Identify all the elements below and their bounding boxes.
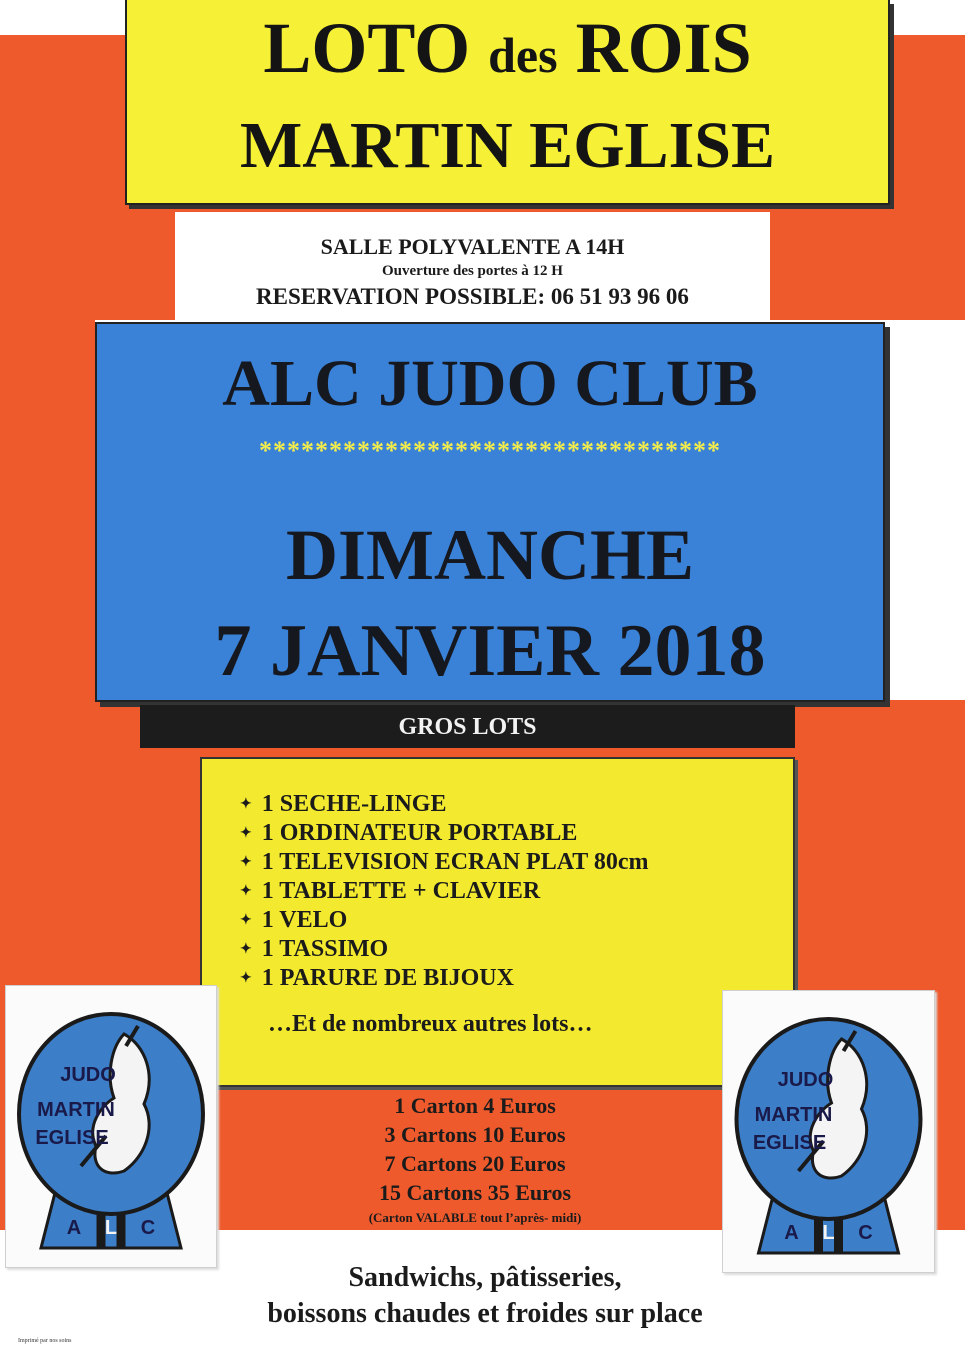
title-rois: ROIS <box>575 8 752 88</box>
prizes-box <box>200 757 795 1087</box>
prize-item <box>240 791 446 818</box>
logo-word-judo: JUDO <box>777 1069 834 1091</box>
prize-label: 1 TELEVISION ECRAN PLAT 80cm <box>261 849 649 875</box>
price-line: 7 Cartons 20 Euros <box>384 1151 566 1176</box>
bullet-icon: ✦ <box>240 884 252 899</box>
prize-label: 1 SECHE-LINGE <box>261 791 447 817</box>
prizes-heading: GROS LOTS <box>140 705 795 748</box>
prize-label: 1 PARURE DE BIJOUX <box>261 965 514 991</box>
prize-item <box>240 878 540 905</box>
venue-info <box>175 212 770 320</box>
judo-club-emblem-icon <box>6 986 218 1269</box>
star-divider: ********************************* <box>259 436 721 465</box>
logo-word-martin: MARTIN <box>754 1104 833 1126</box>
event-date: 7 JANVIER 2018 <box>214 610 766 692</box>
title-loto: LOTO <box>263 8 471 88</box>
bullet-icon: ✦ <box>240 855 252 870</box>
prize-label: 1 TABLETTE + CLAVIER <box>261 878 541 904</box>
prize-item <box>240 936 388 963</box>
price-note: (Carton VALABLE tout l’après- midi) <box>368 1210 582 1225</box>
logo-word-judo: JUDO <box>60 1064 116 1086</box>
logo-word-eglise: EGLISE <box>752 1132 827 1154</box>
logo-letter-a: A <box>784 1222 799 1244</box>
title-box <box>125 0 890 205</box>
prize-item <box>240 907 347 934</box>
prize-item <box>240 965 514 992</box>
logo-word-eglise: EGLISE <box>35 1127 109 1149</box>
bullet-icon: ✦ <box>240 942 252 957</box>
title-place: MARTIN EGLISE <box>240 109 775 182</box>
venue-time: SALLE POLYVALENTE A 14H <box>320 234 625 259</box>
price-line: 15 Cartons 35 Euros <box>378 1180 572 1205</box>
logo-letter-l: L <box>104 1217 118 1239</box>
club-logo-left <box>5 985 217 1268</box>
food-line-1: Sandwichs, pâtisseries, <box>348 1262 622 1293</box>
logo-word-martin: MARTIN <box>37 1099 115 1121</box>
event-day: DIMANCHE <box>286 515 694 595</box>
food-line-2: boissons chaudes et froides sur place <box>267 1298 703 1329</box>
event-box <box>95 322 885 702</box>
more-prizes: …Et de nombreux autres lots… <box>268 1011 593 1037</box>
logo-letter-c: C <box>140 1217 156 1239</box>
price-line: 1 Carton 4 Euros <box>394 1093 556 1118</box>
prize-label: 1 ORDINATEUR PORTABLE <box>261 820 578 846</box>
prize-label: 1 VELO <box>261 907 348 933</box>
doors-opening: Ouverture des portes à 12 H <box>382 263 563 279</box>
prize-item <box>240 820 577 847</box>
bullet-icon: ✦ <box>240 913 252 928</box>
price-line: 3 Cartons 10 Euros <box>384 1122 566 1147</box>
bullet-icon: ✦ <box>240 971 252 986</box>
club-logo-right <box>722 990 935 1273</box>
bullet-icon: ✦ <box>240 797 252 812</box>
logo-letter-c: C <box>858 1222 873 1244</box>
bullet-icon: ✦ <box>240 826 252 841</box>
orange-band-middle <box>0 320 95 700</box>
printer-note: Imprimé par nos soins <box>18 1338 72 1344</box>
club-name: ALC JUDO CLUB <box>222 347 758 420</box>
reservation-phone: RESERVATION POSSIBLE: 06 51 93 96 06 <box>256 284 689 309</box>
logo-letter-a: A <box>66 1217 82 1239</box>
judo-club-emblem-icon <box>723 991 936 1274</box>
logo-letter-l: L <box>822 1222 835 1244</box>
prize-item <box>240 849 648 876</box>
title-des: des <box>488 27 558 83</box>
event-title <box>127 8 888 91</box>
prize-label: 1 TASSIMO <box>261 936 389 962</box>
